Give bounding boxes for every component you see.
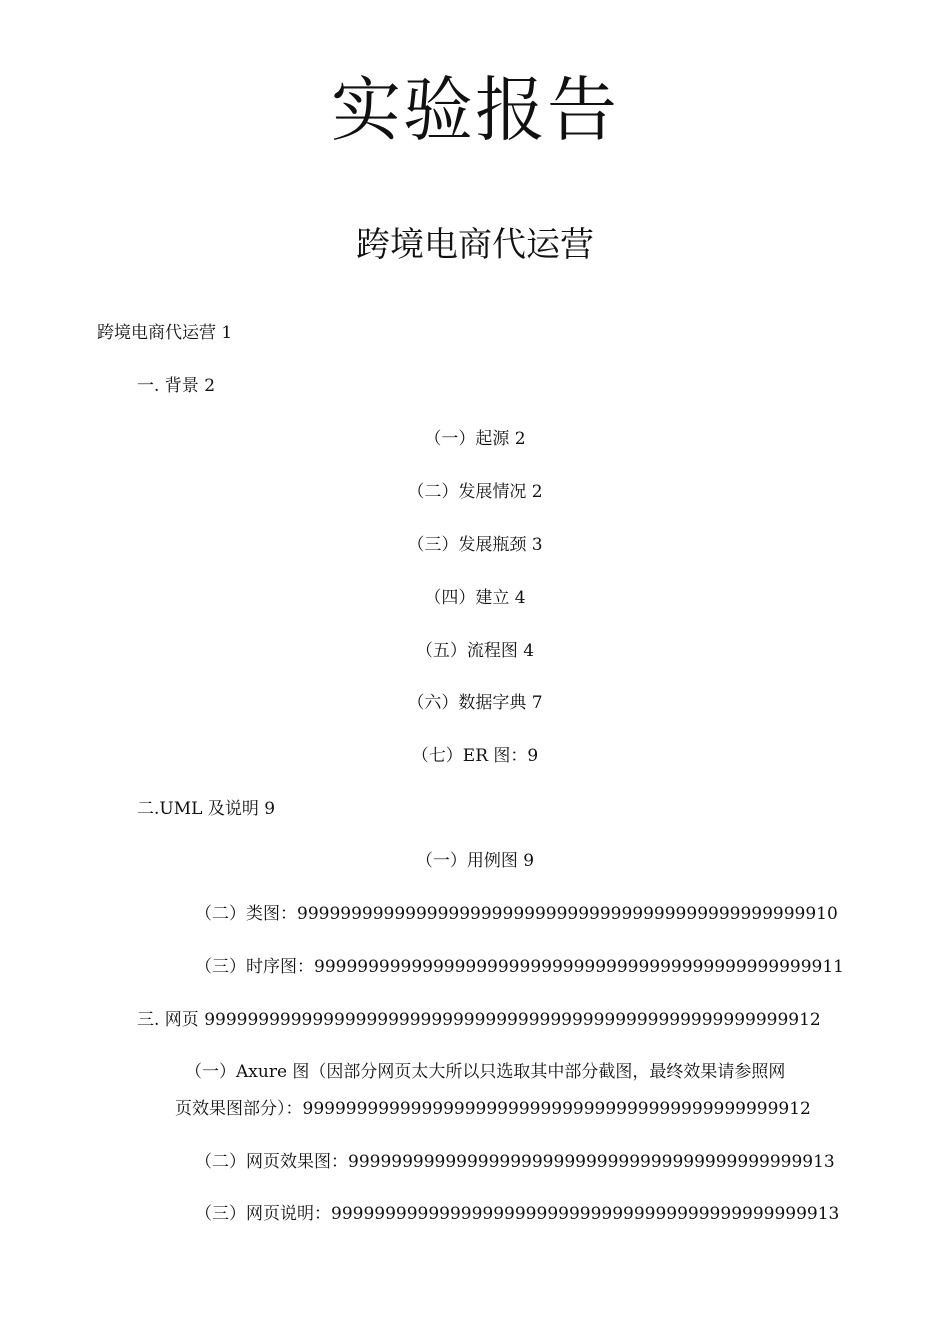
document-title: 实验报告	[331, 69, 619, 151]
toc-entry-2-3: （三）时序图：9999999999999999999999999999999999999999999999911	[195, 957, 844, 977]
document-subtitle: 跨境电商代运营	[356, 225, 594, 265]
toc-entry-1-5: （五）流程图 4	[415, 641, 535, 661]
toc-entry-1-3: （三）发展瓶颈 3	[407, 535, 543, 555]
toc-entry-1-4: （四）建立 4	[424, 588, 526, 608]
toc-entry-3-2: （二）网页效果图：999999999999999999999999999999999999999999913	[195, 1152, 835, 1172]
toc-entry-section-3: 三. 网页 999999999999999999999999999999999999999999999999999999912	[137, 1010, 821, 1030]
toc-entry-section-1: 一. 背景 2	[137, 376, 216, 396]
toc-entry-section-2: 二.UML 及说明 9	[137, 799, 276, 819]
toc-entry-2-1: （一）用例图 9	[415, 851, 535, 871]
toc-entry-1-2: （二）发展情况 2	[407, 482, 543, 502]
toc-entry-main-title: 跨境电商代运营 1	[97, 323, 233, 343]
toc-entry-3-1-line-1: （一）Axure 图（因部分网页太大所以只选取其中部分截图，最终效果请参照网	[185, 1062, 786, 1082]
toc-entry-2-2: （二）类图：99999999999999999999999999999999999999999999999910	[195, 904, 838, 924]
toc-entry-1-7: （七）ER 图：9	[411, 746, 539, 766]
toc-entry-3-3: （三）网页说明：99999999999999999999999999999999999999999999913	[195, 1204, 840, 1224]
toc-entry-1-6: （六）数据字典 7	[407, 693, 543, 713]
toc-entry-3-1-line-2: 页效果图部分）：99999999999999999999999999999999999999999999912	[175, 1099, 811, 1119]
toc-entry-1-1: （一）起源 2	[424, 429, 526, 449]
